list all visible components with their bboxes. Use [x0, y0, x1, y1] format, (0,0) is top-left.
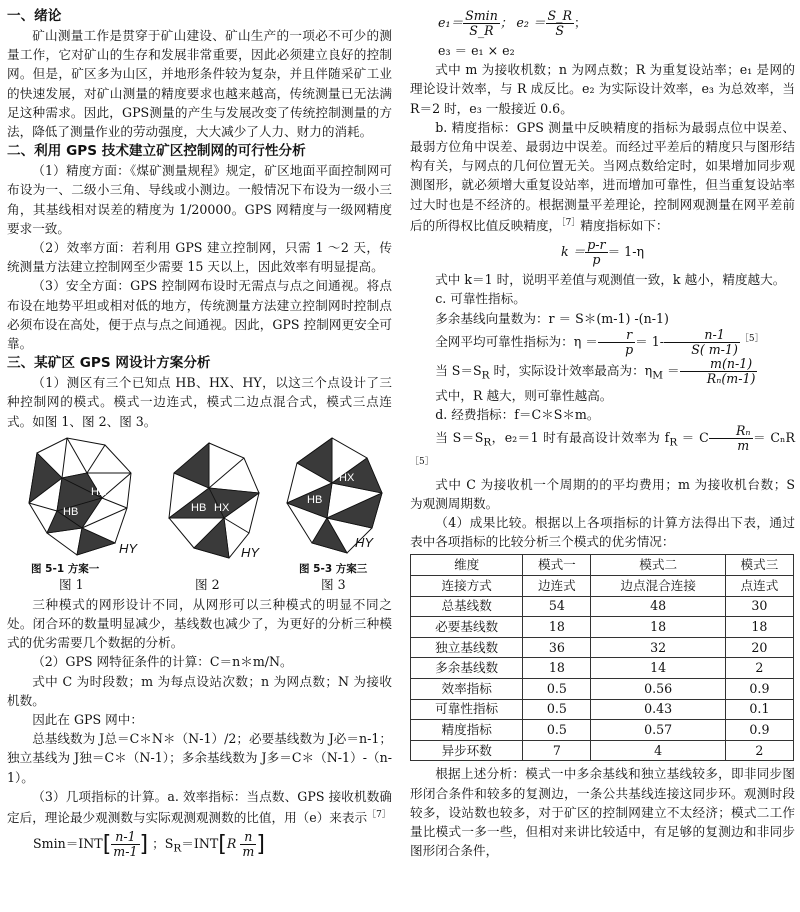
network-diagram-scheme-1	[7, 433, 142, 558]
denominator: m	[737, 438, 750, 454]
point-label-hy: HY	[119, 540, 138, 556]
equation-k	[410, 238, 795, 267]
table-cell: 7	[523, 740, 591, 761]
fraction	[709, 424, 753, 453]
fraction	[598, 328, 635, 357]
equation-smin: Smin＝INT[ $\frac{n-1}{m-1}$ ] ；$S_R=INT[R$ $\frac{n}{m}$ ]	[33, 829, 265, 860]
subscript: R	[669, 436, 678, 449]
table-cell: 18	[591, 617, 725, 638]
paragraph: （1）测区有三个已知点 HB、HX、HY，以这三个点设计了三种控制网的模式。模式一边连式，模式二边点混合式，模式三点连式。如图 1、图 2、图 3。	[7, 375, 392, 429]
paragraph: （2）GPS 网特征条件的计算：C＝n＊m/N。	[32, 654, 293, 670]
citation: ［5］	[410, 457, 434, 468]
table-row	[411, 596, 794, 617]
network-diagram-scheme-3	[277, 433, 392, 558]
table-cell: 20	[725, 637, 793, 658]
table-cell: 必要基线数	[411, 617, 523, 638]
table-cell: 36	[523, 637, 591, 658]
table-cell: 18	[725, 617, 793, 638]
table-cell: 连接方式	[411, 576, 523, 597]
paragraph: 矿山测量工作是贯穿于矿山建设、矿山生产的一项必不可少的测量工作，它对矿山的生存和发展非常重要，因此必须建立良好的控制网。但是，矿区多为山区，并地形条件较为复杂，并且伴随采矿工业的快速发展，对矿山测量的精度要求也越来越高，传统测量已无法满足这种需求。因此，GPS测量的产生与发展改变了传统控制测量的方法，降低了测量作业的劳动强度，大大减少了人力、财力的消耗。	[7, 28, 392, 140]
numerator: m(n-1)	[680, 357, 758, 372]
figure-caption: 图 5-3 方案三	[299, 562, 368, 575]
equation-text: ＝ CₙR	[752, 430, 795, 446]
table-cell: 独立基线数	[411, 637, 523, 658]
fraction	[240, 830, 256, 859]
variable: R	[226, 836, 237, 852]
paragraph: （2）效率方面：若利用 GPS 建立控制网，只需 1 ～2 天，传统测量方法建立控制网至少需要 15 天以上，因此效率有明显提高。	[7, 240, 392, 275]
table-cell: 0.9	[725, 720, 793, 741]
denominator: p	[625, 341, 634, 357]
equation-text: 全网平均可靠性指标为：η ＝	[435, 333, 598, 349]
equation-text: Smin＝INT	[33, 836, 103, 852]
figure-label: 图 1	[59, 576, 84, 592]
equation-text: k ＝	[561, 244, 586, 260]
figure-label: 图 3	[321, 576, 346, 592]
table-cell: 0.5	[523, 720, 591, 741]
equation-text: 当 S＝S	[435, 430, 484, 446]
equation-eta-m	[410, 357, 795, 386]
paragraph: 多余基线向量数为：r ＝ S＊(m-1) -(n-1)	[435, 310, 669, 326]
paragraph: 式中 C 为时段数；m 为每点设站次数；n 为网点数；N 为接收机数。	[7, 673, 392, 708]
table-row	[411, 699, 794, 720]
table-cell: 0.56	[591, 679, 725, 700]
subscript: R	[481, 369, 490, 382]
numerator: S_R	[547, 8, 572, 23]
citation: ［7］	[367, 810, 391, 821]
table-cell: 48	[591, 596, 725, 617]
table-cell: 可靠性指标	[411, 699, 523, 720]
paragraph-text: b. 精度指标：GPS 测量中反映精度的指标为最弱点位中误差、最弱方位角中误差、最弱边中误差。而经过平差后的精度只与图形结构有关，与网点的几何位置无关。当网点数给定时，如果增加同步观测图形，就必须增大重复设站率，进而增加可靠性，但当重复设站率过大时也是不经济的。根据测量平差理论，控制网观测量在网平差前后的所得权比值反映精度，	[410, 119, 795, 234]
table-cell: 14	[591, 658, 725, 679]
table-cell: 30	[725, 596, 793, 617]
paragraph: （3）安全方面：GPS 控制网布设时无需点与点之间通视。将点布设在地势平坦或相对低的地方，传统测量方法建立控制网时控制点必须布设在高处，便于点与点之间通视。因此，GPS 控制网更安全可靠。	[7, 278, 392, 352]
table-cell: 边连式	[523, 576, 591, 597]
equation-f	[410, 424, 795, 474]
table-cell: 0.5	[523, 679, 591, 700]
paragraph-text: 精度指标如下：	[580, 218, 669, 234]
denominator: S( m-1)	[691, 341, 738, 357]
section-heading-intro: 一、绪论	[7, 8, 62, 24]
point-label-hb: HB	[191, 501, 207, 514]
point-label-hx: HX	[91, 485, 107, 498]
numerator: n-1	[664, 328, 740, 343]
table-cell: 点连式	[725, 576, 793, 597]
figure-label: 图 2	[195, 576, 220, 592]
paragraph-text: （3）几项指标的计算。a. 效率指标：当点数、GPS 接收机数确定后，理论最少观测数与实际观测观测数的比值，用（e）来表示	[7, 788, 392, 826]
paragraph: d. 经费指标：f＝C＊S＊m。	[435, 407, 600, 423]
table-cell: 0.9	[725, 679, 793, 700]
table-cell: 模式三	[725, 555, 793, 576]
equation-text: ；S	[152, 836, 174, 852]
table-cell: 0.5	[523, 699, 591, 720]
table-cell: 维度	[411, 555, 523, 576]
point-label-hb: HB	[63, 505, 79, 518]
table-cell: 32	[591, 637, 725, 658]
table-row	[411, 637, 794, 658]
paragraph: （1）精度方面：《煤矿测量规程》规定，矿区地面平面控制网可布设为一、二级小三角、导线或小测边。一般情况下布设为一级小三角，其基线相对误差的精度为 1/20000。GPS 网精度与一级网精度要求一致。	[7, 163, 392, 236]
table-cell: 精度指标	[411, 720, 523, 741]
denominator: p	[592, 252, 601, 268]
paragraph	[7, 787, 392, 828]
equation-text: ＝	[663, 362, 680, 378]
table-cell: 2	[725, 740, 793, 761]
section-heading-design: 三、某矿区 GPS 网设计方案分析	[7, 355, 211, 372]
table-cell: 0.43	[591, 699, 725, 720]
numerator: n-1	[111, 830, 139, 845]
fraction	[546, 9, 574, 38]
paragraph: 根据上述分析：模式一中多余基线和独立基线较多，即非同步图形闭合条件和较多的复测边，一条公共基线连接这同步环。观测时段较多，设站数也较多，对于矿区的控制网建立不太经济；模式二工作量比模式一多一些，但相对来讲比较适中，有足够的复测边和非同步图形闭合条件，	[410, 766, 795, 859]
subscript: M	[652, 369, 663, 382]
denominator: m	[242, 844, 255, 860]
paragraph: 式中 m 为接收机数；n 为网点数；R 为重复设站率；e₁ 是网的理论设计效率，与 R 成反比。e₂ 为实际设计效率，e₃ 为总效率，当 R＝2 时，e₃ 一般接近 0.6。	[410, 62, 795, 116]
table-cell: 边点混合连接	[591, 576, 725, 597]
numerator: p-r	[587, 237, 606, 253]
fraction	[585, 238, 607, 267]
network-diagram-scheme-2	[149, 433, 269, 563]
equation-text: ； e₂ ＝	[499, 15, 546, 30]
fraction	[111, 830, 139, 859]
table-cell: 多余基线数	[411, 658, 523, 679]
subscript: R	[173, 843, 182, 855]
table-cell: 2	[725, 658, 793, 679]
paragraph	[410, 118, 795, 235]
point-label-hy: HY	[241, 544, 260, 560]
paragraph: 三种模式的网形设计不同，从网形可以三种模式的明显不同之处。闭合环的数量明显减少，基线数也减少了，为更好的分析三种模式的优劣需要几个数据的分析。	[7, 596, 392, 651]
equation-text: 当 S＝S	[435, 362, 482, 378]
denominator: m-1	[113, 844, 138, 860]
table-cell: 异步环数	[411, 740, 523, 761]
table-row	[411, 720, 794, 741]
table-row	[411, 740, 794, 761]
numerator: n	[240, 830, 256, 845]
paragraph: c. 可靠性指标。	[435, 291, 526, 307]
paragraph: 式中 C 为接收机一个周期的的平均费用；m 为接收机台数；S 为观测周期数。	[410, 476, 795, 511]
denominator: S_R	[469, 23, 494, 38]
table-cell: 0.1	[725, 699, 793, 720]
table-cell: 总基线数	[411, 596, 523, 617]
figure-row	[7, 433, 392, 591]
table-cell: 4	[591, 740, 725, 761]
comparison-table	[410, 554, 794, 761]
point-label-hx: HX	[339, 471, 355, 484]
fraction	[463, 9, 500, 38]
point-label-hx: HX	[214, 501, 230, 514]
citation: ［5］	[739, 333, 764, 344]
table-row	[411, 679, 794, 700]
equation-text: ＝ 1-η	[607, 244, 644, 260]
equation-text: ＝ 1-	[635, 333, 664, 349]
figure-caption: 图 5-1 方案一	[31, 562, 100, 575]
table-cell: 0.57	[591, 720, 725, 741]
table-header-row	[411, 555, 794, 576]
table-cell: 模式一	[523, 555, 591, 576]
denominator: Rₙ(m-1)	[706, 370, 756, 386]
subscript: R	[483, 436, 492, 449]
paragraph: 因此在 GPS 网中：	[32, 712, 143, 728]
denominator: S	[555, 23, 565, 38]
equation-text: ；	[573, 15, 587, 30]
equation-text: e₁＝	[438, 15, 464, 30]
citation: ［7］	[561, 217, 581, 228]
equation-e1-e2	[438, 9, 795, 38]
fraction	[680, 357, 758, 386]
equation-e3: e₃ ＝ e₁ × e₂	[438, 43, 515, 58]
left-column	[7, 6, 392, 862]
table-row	[411, 617, 794, 638]
table-cell: 18	[523, 617, 591, 638]
paragraph: （4）成果比较。根据以上各项指标的计算方法得出下表，通过表中各项指标的比较分析三个模式的优劣情况：	[410, 515, 795, 550]
paragraph: 式中 k＝1 时，说明平差值与观测值一致，k 越小，精度越大。	[435, 272, 786, 288]
numerator: Smin	[465, 8, 498, 23]
section-heading-feasibility: 二、利用 GPS 技术建立矿区控制网的可行性分析	[7, 143, 306, 160]
table-cell: 效率指标	[411, 679, 523, 700]
fraction	[664, 328, 740, 357]
point-label-hb: HB	[307, 493, 323, 506]
table-cell: 模式二	[591, 555, 725, 576]
equation-eta	[410, 328, 795, 357]
comparison-table-body	[411, 555, 794, 761]
equation-text: ，e₂＝1 时有最高设计效率为 f	[491, 430, 670, 446]
table-cell: 18	[523, 658, 591, 679]
table-cell: 54	[523, 596, 591, 617]
equation-text: ＝ C	[677, 430, 709, 446]
paragraph: 式中，R 越大，则可靠性越高。	[435, 387, 613, 403]
table-row	[411, 576, 794, 597]
point-label-hy: HY	[355, 534, 374, 550]
right-column	[410, 6, 795, 860]
equation-text: ＝INT	[181, 836, 219, 852]
paragraph: 总基线数为 J总＝C＊N＊（N-1）/2；必要基线数为 J必＝n-1；独立基线为 J独＝C＊（N-1）；多余基线数为 J多＝C＊（N-1）-（n-1）。	[7, 731, 392, 785]
numerator: Rₙ	[709, 424, 753, 439]
table-row	[411, 658, 794, 679]
equation-text: 时，实际设计效率最高为：η	[489, 362, 653, 378]
numerator: r	[598, 328, 635, 343]
